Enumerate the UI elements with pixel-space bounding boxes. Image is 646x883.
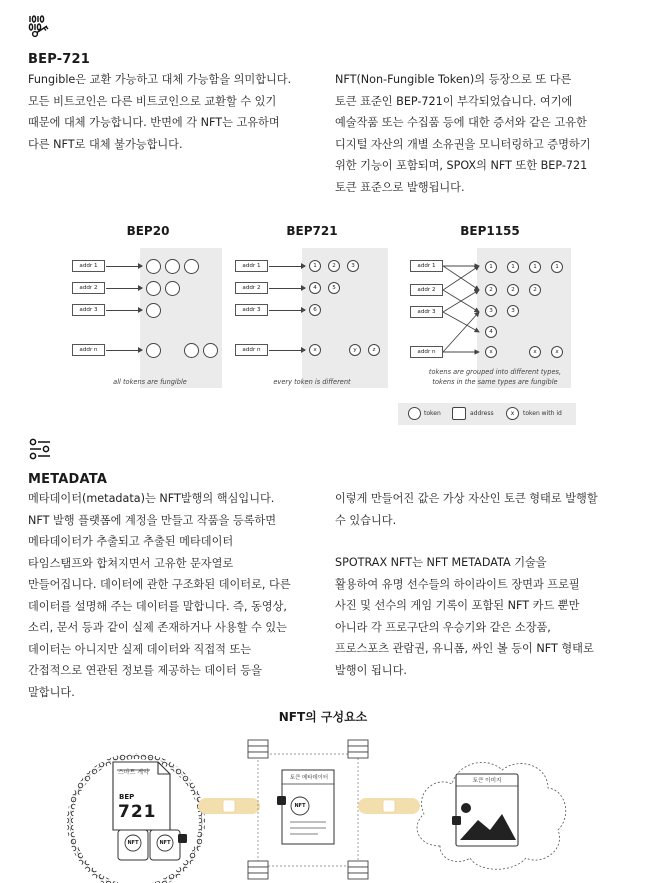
bep-label: BEP [119,793,135,801]
token-with-id: 2 [485,284,497,296]
bep1155-addr-3: addr 3 [410,306,443,318]
token-circle [146,303,161,318]
token-circle [146,281,161,296]
token-with-id: 4 [309,282,321,294]
bep721-addr-2: addr 2 [235,282,268,294]
bep20-caption: all tokens are fungible [113,378,187,386]
nft-badge: NFT [159,840,171,846]
bep20-arrow [106,288,142,289]
binary-key-icon [28,14,50,38]
token-with-id: x [551,346,563,358]
bep1155-addr-2: addr 2 [410,284,443,296]
nft-structure-title: NFT의 구성요소 [278,710,368,724]
bep721-addr-3: addr 3 [235,304,268,316]
bep-number: 721 [118,802,157,822]
token-circle [184,343,199,358]
legend-token-label: token [424,410,441,417]
token-with-id: 1 [309,260,321,272]
diagram-legend [398,403,576,425]
bep721-arrow [269,310,305,311]
token-with-id: 1 [485,261,497,273]
bep20-addr-2: addr 2 [72,282,105,294]
bep20-addr-1: addr 1 [72,260,105,272]
bep1155-caption-2: tokens in the same types are fungible [432,378,558,386]
token-circle [165,281,180,296]
legend-address-box [452,407,466,420]
bep721-caption: every token is different [273,378,351,386]
bep721-title: BEP-721 [28,52,91,67]
image-card-label: 토큰 이미지 [472,778,502,784]
token-with-id: z [368,344,380,356]
bep1155-title: BEP1155 [460,224,520,238]
bep721-addr-n: addr n [235,344,268,356]
token-with-id: 6 [309,304,321,316]
bep721-arrow [269,266,305,267]
token-with-id: 3 [347,260,359,272]
token-with-id: 3 [507,305,519,317]
token-with-id: 5 [328,282,340,294]
token-with-id: 2 [507,284,519,296]
metadata-title: METADATA [28,472,108,487]
bep721-arrow [269,350,305,351]
contract-label: 스마트 계약 [118,769,149,776]
bep20-arrow [106,266,142,267]
bep1155-crossing-arrows [443,258,483,358]
token-with-id: x [485,346,497,358]
token-circle [184,259,199,274]
token-with-id: 3 [485,305,497,317]
nft-badge: NFT [127,840,139,846]
bep20-addr-n: addr n [72,344,105,356]
sliders-icon [28,438,52,460]
bep721-arrow [269,288,305,289]
token-with-id: 1 [507,261,519,273]
token-with-id: x [309,344,321,356]
legend-token-id-circle: x [506,407,519,420]
token-circle [146,343,161,358]
token-circle [203,343,218,358]
legend-token-id-label: token with id [523,410,562,417]
bep721-right-text: NFT(Non-Fungible Token)의 등장으로 또 다른 토큰 표준인 BEP-721이 부각되었습니다. 여기에 예술작품 또는 수집품 등에 대한 증서와 같은 고유한 디지털 자산의 개별 소유권을 모니터링하고 증명하기 위한 기능이 포함되며, SPOX의 NFT 또한 BEP-721 토큰 표준으로 발행됩니다. [335,73,591,194]
token-with-id: 1 [529,261,541,273]
bep20-arrow [106,350,142,351]
bep20-arrow [106,310,142,311]
token-with-id: 2 [529,284,541,296]
bep1155-caption-1: tokens are grouped into different types, [428,368,562,376]
metadata-doc-label: 토큰 메타데이터 [289,775,329,781]
legend-token-circle [408,407,421,420]
token-with-id: 2 [328,260,340,272]
nft-structure-diagram [0,726,646,883]
metadata-right-text-2: SPOTRAX NFT는 NFT METADATA 기술을 활용하여 유명 선수들의 하이라이트 장면과 프로필 사진 및 선수의 게임 기록이 포함된 NFT 카드 뿐만 아니라 각 프로구단의 우승기와 같은 소장품, 프로스포츠 관람권, 유니폼, 싸인 볼 등이 NFT 형태로 발행이 됩니다. [335,556,594,677]
nft-badge: NFT [294,803,306,809]
token-circle [146,259,161,274]
bep20-title: BEP20 [126,224,170,238]
token-standards-diagram [0,220,646,430]
bep721-diagram-title: BEP721 [286,224,338,238]
token-circle [165,259,180,274]
metadata-right-text-1: 이렇게 만들어진 값은 가상 자산인 토큰 형태로 발행할 수 있습니다. [335,492,598,527]
bep1155-addr-1: addr 1 [410,260,443,272]
token-with-id: 4 [485,326,497,338]
token-with-id: 1 [551,261,563,273]
bep721-addr-1: addr 1 [235,260,268,272]
metadata-left-text: 메타데이터(metadata)는 NFT발행의 핵심입니다. NFT 발행 플랫폼에 계정을 만들고 작품을 등록하면 메타데이터가 추출되고 추출된 메타데이터 타임스탬프와 합쳐지면서 고유한 문자열로 만들어집니다. 데이터에 관한 구조화된 데이터로, 다른 데이터를 설명해 주는 데이터를 말합니다. 즉, 동영상, 소리, 문서 등과 같이 실제 존재하거나 사용할 수 있는 데이터는 아니지만 실제 데이터와 직접적 또는 간접적으로 연관된 정보를 제공하는 데이터 등을 말합니다. [28,492,291,699]
bep1155-addr-n: addr n [410,346,443,358]
token-with-id: y [349,344,361,356]
legend-address-label: address [470,410,494,417]
bep721-left-text: Fungible은 교환 가능하고 대체 가능함을 의미합니다. 모든 비트코인은 다른 비트코인으로 교환할 수 있기 때문에 대체 가능합니다. 반면에 각 NFT는 고유하며 다른 NFT로 대체 불가능합니다. [28,73,292,151]
bep20-addr-3: addr 3 [72,304,105,316]
token-with-id: x [529,346,541,358]
